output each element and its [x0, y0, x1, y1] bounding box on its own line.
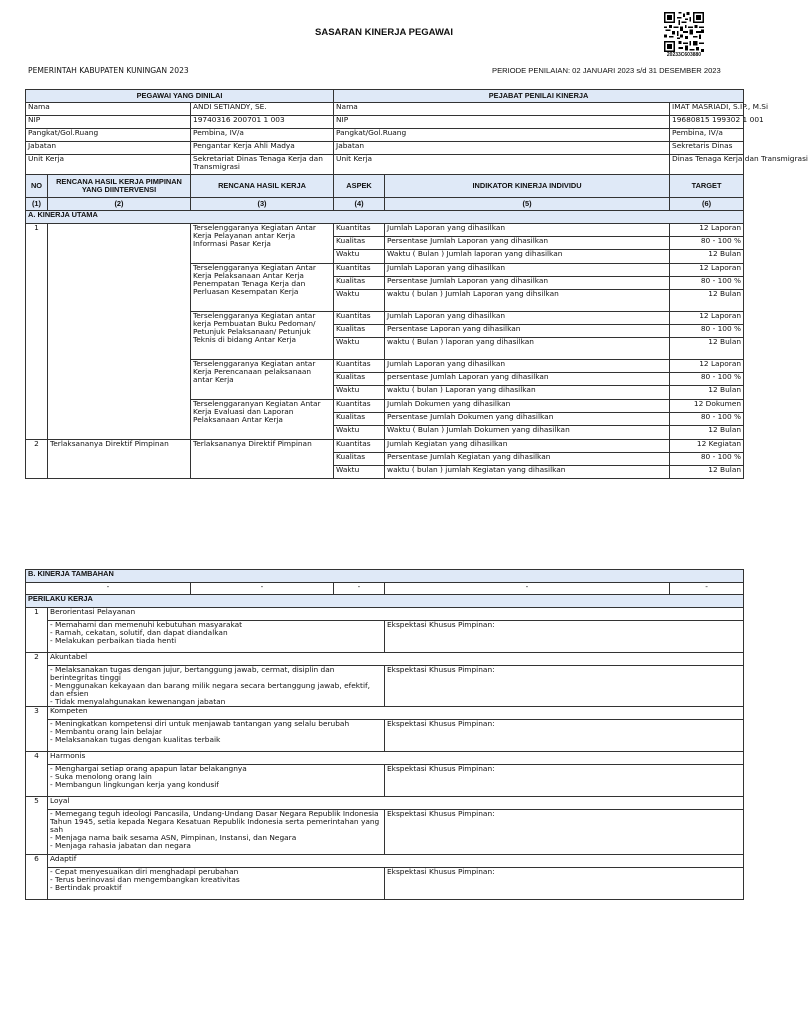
target-cell: 12 Bulan [670, 290, 744, 312]
pegawai-unit-kerja: Sekretariat Dinas Tenaga Kerja dan Transmigrasi [191, 155, 334, 175]
label-nama: Nama [26, 103, 191, 116]
aspek-cell: Waktu [334, 426, 385, 440]
penilai-nip: 19680815 199302 1 001 [670, 116, 744, 129]
perilaku-no: 1 [26, 608, 48, 653]
perilaku-item: - Menjaga nama baik sesama ASN, Pimpinan, Instansi, dan Negara [50, 833, 297, 842]
perilaku-items [48, 720, 385, 752]
section-kinerja-utama: A. KINERJA UTAMA [26, 211, 744, 224]
aspek-cell: Kuantitas [334, 440, 385, 453]
ekspektasi-pimpinan: Ekspektasi Khusus Pimpinan: [385, 720, 744, 752]
pegawai-header: PEGAWAI YANG DINILAI [26, 90, 334, 103]
instansi-label: PEMERINTAH KABUPATEN KUNINGAN 2023 [28, 66, 189, 75]
perilaku-item: - Memahami dan memenuhi kebutuhan masyarakat [50, 620, 243, 629]
indikator-cell: waktu ( bulan ) Laporan yang dihasilkan [385, 386, 670, 400]
empty-cell: - [26, 583, 191, 595]
indikator-cell: Waktu ( Bulan ) Jumlah Dokumen yang dihasilkan [385, 426, 670, 440]
empty-cell: - [670, 583, 744, 595]
indikator-cell: Jumlah Laporan yang dihasilkan [385, 360, 670, 373]
ekspektasi-pimpinan: Ekspektasi Khusus Pimpinan: [385, 868, 744, 900]
perilaku-item: - Menjaga rahasia jabatan dan negara [50, 841, 191, 850]
perilaku-name: Berorientasi Pelayanan [48, 608, 744, 621]
rencana-hasil-kerja: Terlaksananya Direktif Pimpinan [191, 440, 334, 479]
target-cell: 12 Bulan [670, 426, 744, 440]
target-cell: 80 - 100 % [670, 237, 744, 250]
target-cell: 12 Bulan [670, 250, 744, 264]
col-header-indikator: INDIKATOR KINERJA INDIVIDU [385, 175, 670, 198]
pegawai-jabatan: Pengantar Kerja Ahli Madya [191, 142, 334, 155]
col-number: (3) [191, 198, 334, 211]
aspek-cell: Kualitas [334, 453, 385, 466]
document-title: SASARAN KINERJA PEGAWAI [315, 27, 453, 38]
kinerja-row [26, 440, 744, 453]
ekspektasi-pimpinan: Ekspektasi Khusus Pimpinan: [385, 765, 744, 797]
target-cell: 12 Bulan [670, 386, 744, 400]
indikator-cell: Jumlah Laporan yang dihasilkan [385, 312, 670, 325]
empty-cell: - [334, 583, 385, 595]
rencana-hasil-kerja: Terselenggaranya Kegiatan antar kerja Pembuatan Buku Pedoman/ Petunjuk Pelaksanaan/ Petunjuk Teknis di bidang Antar Kerja [191, 312, 334, 360]
label-pangkat: Pangkat/Gol.Ruang [334, 129, 670, 142]
label-nip: NIP [334, 116, 670, 129]
rencana-hasil-kerja: Terselenggaranya Kegiatan antar Kerja Perencanaan pelaksanaan antar Kerja [191, 360, 334, 400]
perilaku-item: - Membangun lingkungan kerja yang kondusif [50, 780, 219, 789]
target-cell: 80 - 100 % [670, 373, 744, 386]
label-jabatan: Jabatan [334, 142, 670, 155]
perilaku-no: 2 [26, 653, 48, 707]
target-cell: 80 - 100 % [670, 413, 744, 426]
perilaku-row [26, 797, 744, 810]
indikator-cell: waktu ( bulan ) jumlah Kegiatan yang dihasilkan [385, 466, 670, 479]
label-pangkat: Pangkat/Gol.Ruang [26, 129, 191, 142]
rencana-hasil-kerja: Terselenggaranyan Kegiatan Antar Kerja Evaluasi dan Laporan Pelaksanaan Antar Kerja [191, 400, 334, 440]
perilaku-items [48, 868, 385, 900]
indikator-cell: Persentase Laporan yang dihasilkan [385, 325, 670, 338]
perilaku-row [26, 608, 744, 621]
indikator-cell: Jumlah Laporan yang dihasilkan [385, 224, 670, 237]
target-cell: 12 Bulan [670, 466, 744, 479]
perilaku-items [48, 666, 385, 707]
penilai-pangkat: Pembina, IV/a [670, 129, 744, 142]
perilaku-item: - Melaksanakan tugas dengan kualitas terbaik [50, 735, 221, 744]
qr-code-number: 20233C603880 [666, 52, 702, 58]
perilaku-name: Adaptif [48, 855, 744, 868]
perilaku-detail-row [26, 720, 744, 752]
indikator-cell: Persentase Jumlah Dokumen yang dihasilkan [385, 413, 670, 426]
perilaku-row [26, 855, 744, 868]
penilai-header: PEJABAT PENILAI KINERJA [334, 90, 744, 103]
aspek-cell: Waktu [334, 290, 385, 312]
pegawai-nip: 19740316 200701 1 003 [191, 116, 334, 129]
aspek-cell: Kualitas [334, 413, 385, 426]
skp-main-table [25, 89, 808, 479]
perilaku-row [26, 707, 744, 720]
col-number: (6) [670, 198, 744, 211]
pegawai-nama: ANDI SETIANDY, SE. [191, 103, 334, 116]
perilaku-detail-row [26, 810, 744, 855]
col-header-target: TARGET [670, 175, 744, 198]
perilaku-no: 6 [26, 855, 48, 900]
perilaku-name: Loyal [48, 797, 744, 810]
target-cell: 80 - 100 % [670, 325, 744, 338]
perilaku-item: - Melaksanakan tugas dengan jujur, bertanggung jawab, cermat, disiplin dan berintegritas tinggi [50, 665, 335, 682]
perilaku-item: - Meningkatkan kompetensi diri untuk menjawab tantangan yang selalu berubah [50, 719, 350, 728]
target-cell: 12 Laporan [670, 224, 744, 237]
target-cell: 12 Dokumen [670, 400, 744, 413]
aspek-cell: Kuantitas [334, 400, 385, 413]
aspek-cell: Waktu [334, 386, 385, 400]
target-cell: 12 Laporan [670, 264, 744, 277]
ekspektasi-pimpinan: Ekspektasi Khusus Pimpinan: [385, 810, 744, 855]
perilaku-row [26, 752, 744, 765]
perilaku-name: Kompeten [48, 707, 744, 720]
col-header-no: NO [26, 175, 48, 198]
perilaku-item: - Menggunakan kekayaan dan barang milik negara secara bertanggung jawab, efektif, dan efsien [50, 681, 370, 698]
perilaku-items [48, 621, 385, 653]
section-perilaku-kerja: PERILAKU KERJA [26, 595, 744, 608]
qr-code-image [664, 12, 704, 52]
perilaku-item: - Tidak menyalahgunakan kewenangan jabatan [50, 697, 226, 706]
penilai-jabatan: Sekretaris Dinas [670, 142, 744, 155]
aspek-cell: Kuantitas [334, 224, 385, 237]
indikator-cell: Jumlah Dokumen yang dihasilkan [385, 400, 670, 413]
label-nip: NIP [26, 116, 191, 129]
rencana-hasil-kerja: Terselenggaranya Kegiatan Antar Kerja Pelaksanaan Antar Kerja Penempatan Tenaga Kerja dan Perluasan Kesempatan Kerja [191, 264, 334, 312]
indikator-cell: waktu ( bulan ) Jumlah Laporan yang dihsilkan [385, 290, 670, 312]
perilaku-item: - Memegang teguh ideologi Pancasila, Undang-Undang Dasar Negara Republik Indonesia Tahun 1945, setia kepada Negara Kesatuan Republik Indonesia serta pemerintahan yang sah [50, 809, 380, 834]
indikator-cell: persentase Jumlah Laporan yang dihasilkan [385, 373, 670, 386]
penilai-unit-kerja: Dinas Tenaga Kerja dan Transmigrasi [670, 155, 744, 175]
kinerja-intervensi: Terlaksananya Direktif Pimpinan [48, 440, 191, 479]
col-header-aspek: ASPEK [334, 175, 385, 198]
perilaku-item: - Ramah, cekatan, solutif, dan dapat diandalkan [50, 628, 228, 637]
pegawai-pangkat: Pembina, IV/a [191, 129, 334, 142]
aspek-cell: Kualitas [334, 373, 385, 386]
aspek-cell: Kualitas [334, 325, 385, 338]
aspek-cell: Waktu [334, 466, 385, 479]
indikator-cell: Persentase Jumlah Laporan yang dihasilkan [385, 237, 670, 250]
perilaku-item: - Membantu orang lain belajar [50, 727, 162, 736]
col-header-rhk: RENCANA HASIL KERJA [191, 175, 334, 198]
empty-cell: - [191, 583, 334, 595]
label-nama: Nama [334, 103, 670, 116]
aspek-cell: Kualitas [334, 237, 385, 250]
kinerja-intervensi [48, 224, 191, 440]
empty-cell: - [385, 583, 670, 595]
perilaku-name: Akuntabel [48, 653, 744, 666]
perilaku-detail-row [26, 666, 744, 707]
aspek-cell: Kuantitas [334, 264, 385, 277]
perilaku-item: - Terus berinovasi dan mengembangkan kreativitas [50, 875, 240, 884]
label-jabatan: Jabatan [26, 142, 191, 155]
penilai-nama: IMAT MASRIADI, S.IP., M.Si [670, 103, 744, 116]
perilaku-item: - Melakukan perbaikan tiada henti [50, 636, 177, 645]
perilaku-detail-row [26, 621, 744, 653]
col-number: (4) [334, 198, 385, 211]
perilaku-detail-row [26, 868, 744, 900]
target-cell: 12 Laporan [670, 360, 744, 373]
perilaku-items [48, 765, 385, 797]
target-cell: 12 Bulan [670, 338, 744, 360]
perilaku-row [26, 653, 744, 666]
indikator-cell: Waktu ( Bulan ) Jumlah laporan yang dihasilkan [385, 250, 670, 264]
perilaku-no: 4 [26, 752, 48, 797]
indikator-cell: Jumlah Kegiatan yang dihasilkan [385, 440, 670, 453]
perilaku-no: 3 [26, 707, 48, 752]
target-cell: 12 Kegiatan [670, 440, 744, 453]
kinerja-row [26, 224, 744, 237]
indikator-cell: Persentase Jumlah Kegiatan yang dihasilkan [385, 453, 670, 466]
periode-label: PERIODE PENILAIAN: 02 JANUARI 2023 s/d 31 DESEMBER 2023 [492, 66, 721, 75]
perilaku-item: - Cepat menyesuaikan diri menghadapi perubahan [50, 867, 239, 876]
target-cell: 80 - 100 % [670, 277, 744, 290]
aspek-cell: Kuantitas [334, 360, 385, 373]
kinerja-no: 1 [26, 224, 48, 440]
col-header-intervensi: RENCANA HASIL KERJA PIMPINAN YANG DIINTERVENSI [48, 175, 191, 198]
indikator-cell: Persentase Jumlah Laporan yang dihasilkan [385, 277, 670, 290]
kinerja-no: 2 [26, 440, 48, 479]
rencana-hasil-kerja: Terselenggaranya Kegiatan Antar Kerja Pelayanan antar Kerja Informasi Pasar Kerja [191, 224, 334, 264]
aspek-cell: Waktu [334, 250, 385, 264]
perilaku-item: - Suka menolong orang lain [50, 772, 152, 781]
label-unit-kerja: Unit Kerja [334, 155, 670, 175]
target-cell: 12 Laporan [670, 312, 744, 325]
perilaku-items [48, 810, 385, 855]
section-kinerja-tambahan: B. KINERJA TAMBAHAN [26, 570, 744, 583]
indikator-cell: Jumlah Laporan yang dihasilkan [385, 264, 670, 277]
ekspektasi-pimpinan: Ekspektasi Khusus Pimpinan: [385, 621, 744, 653]
col-number: (1) [26, 198, 48, 211]
ekspektasi-pimpinan: Ekspektasi Khusus Pimpinan: [385, 666, 744, 707]
aspek-cell: Kuantitas [334, 312, 385, 325]
perilaku-name: Harmonis [48, 752, 744, 765]
perilaku-detail-row [26, 765, 744, 797]
aspek-cell: Waktu [334, 338, 385, 360]
perilaku-no: 5 [26, 797, 48, 855]
aspek-cell: Kualitas [334, 277, 385, 290]
perilaku-item: - Menghargai setiap orang apapun latar belakangnya [50, 764, 247, 773]
target-cell: 80 - 100 % [670, 453, 744, 466]
indikator-cell: waktu ( Bulan ) laporan yang dihasilkan [385, 338, 670, 360]
kinerja-tambahan-table [25, 569, 744, 900]
perilaku-item: - Bertindak proaktif [50, 883, 122, 892]
col-number: (2) [48, 198, 191, 211]
label-unit-kerja: Unit Kerja [26, 155, 191, 175]
col-number: (5) [385, 198, 670, 211]
